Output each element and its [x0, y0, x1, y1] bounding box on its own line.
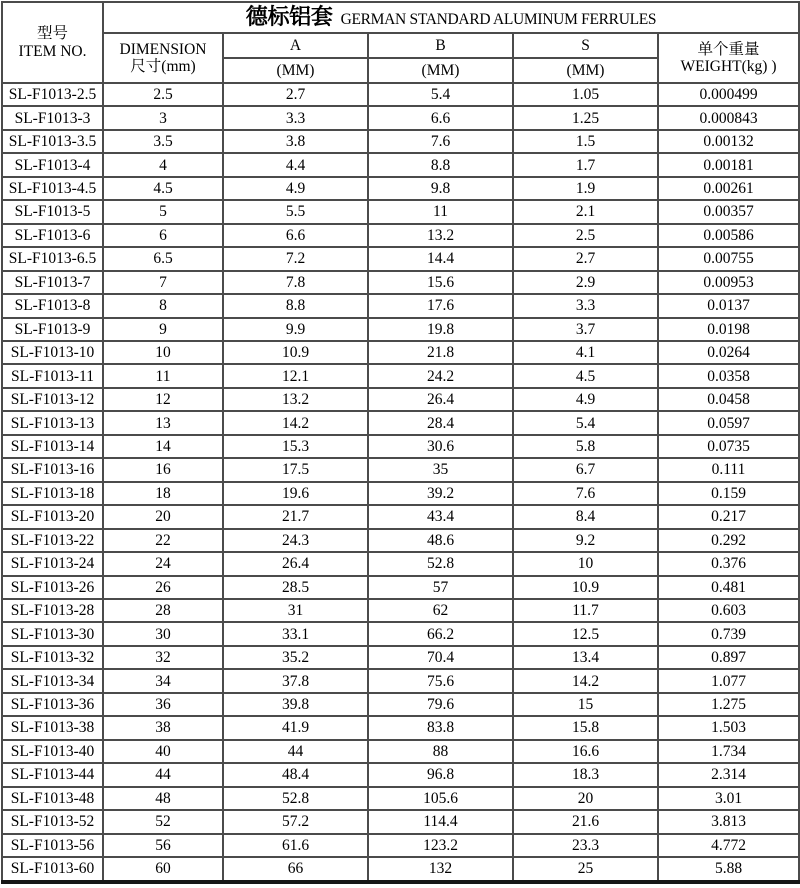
cell-s_mm: 12.5	[513, 622, 658, 645]
cell-s_mm: 1.25	[513, 106, 658, 129]
cell-item_no: SL-F1013-28	[2, 599, 103, 622]
cell-b_mm: 15.6	[368, 271, 513, 294]
table-row	[2, 294, 799, 317]
cell-item_no: SL-F1013-56	[2, 834, 103, 857]
cell-item_no: SL-F1013-52	[2, 810, 103, 833]
cell-weight_kg: 1.077	[658, 669, 799, 692]
table-row	[2, 83, 799, 106]
cell-a_mm: 19.6	[223, 482, 368, 505]
cell-s_mm: 11.7	[513, 599, 658, 622]
cell-b_mm: 19.8	[368, 318, 513, 341]
cell-item_no: SL-F1013-6.5	[2, 247, 103, 270]
cell-item_no: SL-F1013-60	[2, 857, 103, 882]
cell-dimension: 2.5	[103, 83, 223, 106]
cell-item_no: SL-F1013-4	[2, 153, 103, 176]
cell-weight_kg: 0.897	[658, 646, 799, 669]
cell-dimension: 34	[103, 669, 223, 692]
cell-item_no: SL-F1013-44	[2, 763, 103, 786]
table-row	[2, 482, 799, 505]
table-row	[2, 740, 799, 763]
cell-item_no: SL-F1013-18	[2, 482, 103, 505]
table-row	[2, 622, 799, 645]
cell-s_mm: 5.8	[513, 435, 658, 458]
cell-b_mm: 43.4	[368, 505, 513, 528]
cell-s_mm: 14.2	[513, 669, 658, 692]
cell-item_no: SL-F1013-20	[2, 505, 103, 528]
dimension-header-en: DIMENSION	[119, 40, 207, 58]
cell-dimension: 32	[103, 646, 223, 669]
cell-item_no: SL-F1013-8	[2, 294, 103, 317]
cell-dimension: 60	[103, 857, 223, 882]
item-no-header-en: ITEM NO.	[18, 42, 87, 60]
cell-dimension: 4	[103, 153, 223, 176]
cell-item_no: SL-F1013-2.5	[2, 83, 103, 106]
dimension-header-zh: 尺寸(mm)	[130, 58, 196, 75]
cell-b_mm: 5.4	[368, 83, 513, 106]
cell-dimension: 16	[103, 458, 223, 481]
cell-s_mm: 6.7	[513, 458, 658, 481]
cell-a_mm: 2.7	[223, 83, 368, 106]
table-row	[2, 857, 799, 882]
cell-a_mm: 15.3	[223, 435, 368, 458]
cell-b_mm: 24.2	[368, 364, 513, 387]
cell-b_mm: 48.6	[368, 529, 513, 552]
table-row	[2, 224, 799, 247]
table-title-zh: 德标铝套	[245, 4, 333, 30]
table-row	[2, 435, 799, 458]
table-row	[2, 177, 799, 200]
cell-s_mm: 13.4	[513, 646, 658, 669]
cell-weight_kg: 1.734	[658, 740, 799, 763]
table-row	[2, 153, 799, 176]
cell-s_mm: 16.6	[513, 740, 658, 763]
cell-b_mm: 96.8	[368, 763, 513, 786]
cell-s_mm: 1.9	[513, 177, 658, 200]
cell-s_mm: 2.9	[513, 271, 658, 294]
cell-item_no: SL-F1013-16	[2, 458, 103, 481]
cell-s_mm: 1.7	[513, 153, 658, 176]
cell-weight_kg: 0.000499	[658, 83, 799, 106]
cell-a_mm: 37.8	[223, 669, 368, 692]
cell-a_mm: 13.2	[223, 388, 368, 411]
table-row	[2, 834, 799, 857]
cell-weight_kg: 0.00181	[658, 153, 799, 176]
cell-b_mm: 30.6	[368, 435, 513, 458]
table-row	[2, 763, 799, 786]
cell-a_mm: 3.8	[223, 130, 368, 153]
cell-dimension: 56	[103, 834, 223, 857]
cell-b_mm: 75.6	[368, 669, 513, 692]
cell-s_mm: 21.6	[513, 810, 658, 833]
cell-b_mm: 28.4	[368, 411, 513, 434]
table-row	[2, 505, 799, 528]
cell-b_mm: 14.4	[368, 247, 513, 270]
cell-dimension: 52	[103, 810, 223, 833]
cell-item_no: SL-F1013-30	[2, 622, 103, 645]
cell-item_no: SL-F1013-14	[2, 435, 103, 458]
cell-dimension: 20	[103, 505, 223, 528]
cell-a_mm: 9.9	[223, 318, 368, 341]
cell-item_no: SL-F1013-26	[2, 576, 103, 599]
table-row	[2, 388, 799, 411]
cell-item_no: SL-F1013-13	[2, 411, 103, 434]
cell-weight_kg: 0.0735	[658, 435, 799, 458]
table-row	[2, 716, 799, 739]
cell-a_mm: 66	[223, 857, 368, 882]
table-row	[2, 318, 799, 341]
column-a-header: A	[223, 33, 368, 58]
cell-dimension: 10	[103, 341, 223, 364]
cell-weight_kg: 0.0458	[658, 388, 799, 411]
cell-b_mm: 79.6	[368, 693, 513, 716]
table-row	[2, 693, 799, 716]
weight-header-cell	[658, 33, 799, 83]
cell-dimension: 6.5	[103, 247, 223, 270]
cell-weight_kg: 0.0264	[658, 341, 799, 364]
table-row	[2, 364, 799, 387]
cell-s_mm: 3.3	[513, 294, 658, 317]
column-b-unit: (MM)	[368, 58, 513, 83]
table-row	[2, 669, 799, 692]
column-s-unit: (MM)	[513, 58, 658, 83]
cell-s_mm: 4.9	[513, 388, 658, 411]
cell-a_mm: 31	[223, 599, 368, 622]
cell-b_mm: 11	[368, 200, 513, 223]
cell-weight_kg: 0.376	[658, 552, 799, 575]
table-title-en: GERMAN STANDARD ALUMINUM FERRULES	[340, 11, 657, 29]
cell-dimension: 8	[103, 294, 223, 317]
cell-b_mm: 66.2	[368, 622, 513, 645]
cell-b_mm: 57	[368, 576, 513, 599]
column-s-header: S	[513, 33, 658, 58]
cell-s_mm: 20	[513, 787, 658, 810]
cell-b_mm: 21.8	[368, 341, 513, 364]
cell-b_mm: 83.8	[368, 716, 513, 739]
cell-b_mm: 7.6	[368, 130, 513, 153]
cell-b_mm: 105.6	[368, 787, 513, 810]
item-no-header-zh: 型号	[36, 25, 68, 43]
cell-dimension: 36	[103, 693, 223, 716]
table-title	[103, 2, 799, 33]
cell-a_mm: 26.4	[223, 552, 368, 575]
cell-a_mm: 6.6	[223, 224, 368, 247]
cell-dimension: 14	[103, 435, 223, 458]
cell-item_no: SL-F1013-9	[2, 318, 103, 341]
cell-a_mm: 3.3	[223, 106, 368, 129]
cell-dimension: 38	[103, 716, 223, 739]
cell-a_mm: 5.5	[223, 200, 368, 223]
cell-item_no: SL-F1013-4.5	[2, 177, 103, 200]
cell-a_mm: 4.9	[223, 177, 368, 200]
cell-dimension: 3	[103, 106, 223, 129]
cell-weight_kg: 3.813	[658, 810, 799, 833]
cell-b_mm: 88	[368, 740, 513, 763]
cell-a_mm: 41.9	[223, 716, 368, 739]
cell-a_mm: 7.2	[223, 247, 368, 270]
cell-a_mm: 10.9	[223, 341, 368, 364]
table-row	[2, 599, 799, 622]
cell-s_mm: 23.3	[513, 834, 658, 857]
cell-b_mm: 62	[368, 599, 513, 622]
cell-weight_kg: 0.00755	[658, 247, 799, 270]
cell-item_no: SL-F1013-38	[2, 716, 103, 739]
cell-a_mm: 4.4	[223, 153, 368, 176]
cell-dimension: 6	[103, 224, 223, 247]
cell-s_mm: 2.7	[513, 247, 658, 270]
cell-s_mm: 4.5	[513, 364, 658, 387]
cell-weight_kg: 0.00132	[658, 130, 799, 153]
cell-s_mm: 25	[513, 857, 658, 882]
cell-item_no: SL-F1013-5	[2, 200, 103, 223]
weight-header-zh: 单个重量	[697, 40, 760, 58]
cell-dimension: 3.5	[103, 130, 223, 153]
cell-s_mm: 3.7	[513, 318, 658, 341]
cell-b_mm: 13.2	[368, 224, 513, 247]
cell-item_no: SL-F1013-10	[2, 341, 103, 364]
cell-dimension: 18	[103, 482, 223, 505]
table-row	[2, 411, 799, 434]
cell-s_mm: 15.8	[513, 716, 658, 739]
cell-b_mm: 17.6	[368, 294, 513, 317]
header-row-1	[2, 33, 799, 58]
cell-weight_kg: 0.217	[658, 505, 799, 528]
cell-a_mm: 33.1	[223, 622, 368, 645]
cell-dimension: 13	[103, 411, 223, 434]
cell-s_mm: 15	[513, 693, 658, 716]
cell-weight_kg: 0.00261	[658, 177, 799, 200]
cell-weight_kg: 3.01	[658, 787, 799, 810]
cell-s_mm: 8.4	[513, 505, 658, 528]
cell-weight_kg: 0.00586	[658, 224, 799, 247]
cell-s_mm: 10.9	[513, 576, 658, 599]
column-a-unit: (MM)	[223, 58, 368, 83]
table-row	[2, 552, 799, 575]
cell-a_mm: 7.8	[223, 271, 368, 294]
cell-dimension: 30	[103, 622, 223, 645]
cell-weight_kg: 0.603	[658, 599, 799, 622]
table-row	[2, 341, 799, 364]
cell-weight_kg: 0.000843	[658, 106, 799, 129]
cell-dimension: 5	[103, 200, 223, 223]
cell-b_mm: 35	[368, 458, 513, 481]
cell-s_mm: 2.1	[513, 200, 658, 223]
cell-item_no: SL-F1013-24	[2, 552, 103, 575]
cell-dimension: 4.5	[103, 177, 223, 200]
cell-a_mm: 44	[223, 740, 368, 763]
title-row	[2, 2, 799, 33]
cell-weight_kg: 4.772	[658, 834, 799, 857]
cell-b_mm: 114.4	[368, 810, 513, 833]
cell-b_mm: 132	[368, 857, 513, 882]
cell-a_mm: 39.8	[223, 693, 368, 716]
column-b-header: B	[368, 33, 513, 58]
cell-dimension: 12	[103, 388, 223, 411]
cell-b_mm: 52.8	[368, 552, 513, 575]
cell-item_no: SL-F1013-32	[2, 646, 103, 669]
cell-s_mm: 7.6	[513, 482, 658, 505]
dimension-header-cell	[103, 33, 223, 83]
cell-dimension: 28	[103, 599, 223, 622]
cell-weight_kg: 0.111	[658, 458, 799, 481]
cell-s_mm: 10	[513, 552, 658, 575]
cell-a_mm: 24.3	[223, 529, 368, 552]
cell-dimension: 40	[103, 740, 223, 763]
cell-a_mm: 35.2	[223, 646, 368, 669]
cell-weight_kg: 0.292	[658, 529, 799, 552]
cell-dimension: 22	[103, 529, 223, 552]
cell-b_mm: 26.4	[368, 388, 513, 411]
table-row	[2, 787, 799, 810]
cell-dimension: 26	[103, 576, 223, 599]
cell-s_mm: 4.1	[513, 341, 658, 364]
cell-b_mm: 8.8	[368, 153, 513, 176]
cell-weight_kg: 0.0358	[658, 364, 799, 387]
cell-weight_kg: 0.481	[658, 576, 799, 599]
cell-item_no: SL-F1013-11	[2, 364, 103, 387]
ferrule-spec-page	[0, 1, 800, 888]
cell-item_no: SL-F1013-7	[2, 271, 103, 294]
table-row	[2, 130, 799, 153]
cell-b_mm: 39.2	[368, 482, 513, 505]
weight-header-en: WEIGHT(kg) )	[680, 58, 777, 75]
table-row	[2, 271, 799, 294]
cell-s_mm: 18.3	[513, 763, 658, 786]
cell-a_mm: 48.4	[223, 763, 368, 786]
cell-item_no: SL-F1013-40	[2, 740, 103, 763]
cell-item_no: SL-F1013-3.5	[2, 130, 103, 153]
cell-weight_kg: 0.739	[658, 622, 799, 645]
table-row	[2, 106, 799, 129]
cell-weight_kg: 0.00953	[658, 271, 799, 294]
cell-weight_kg: 0.00357	[658, 200, 799, 223]
cell-weight_kg: 0.0597	[658, 411, 799, 434]
cell-a_mm: 14.2	[223, 411, 368, 434]
table-row	[2, 529, 799, 552]
cell-item_no: SL-F1013-48	[2, 787, 103, 810]
cell-item_no: SL-F1013-22	[2, 529, 103, 552]
cell-weight_kg: 0.159	[658, 482, 799, 505]
cell-a_mm: 28.5	[223, 576, 368, 599]
cell-s_mm: 1.05	[513, 83, 658, 106]
cell-dimension: 24	[103, 552, 223, 575]
table-row	[2, 810, 799, 833]
cell-weight_kg: 0.0137	[658, 294, 799, 317]
table-row	[2, 200, 799, 223]
cell-b_mm: 9.8	[368, 177, 513, 200]
cell-dimension: 11	[103, 364, 223, 387]
cell-a_mm: 57.2	[223, 810, 368, 833]
cell-weight_kg: 1.275	[658, 693, 799, 716]
cell-s_mm: 9.2	[513, 529, 658, 552]
cell-weight_kg: 0.0198	[658, 318, 799, 341]
table-row	[2, 247, 799, 270]
cell-b_mm: 123.2	[368, 834, 513, 857]
cell-a_mm: 21.7	[223, 505, 368, 528]
cell-dimension: 44	[103, 763, 223, 786]
cell-weight_kg: 5.88	[658, 857, 799, 882]
cell-dimension: 7	[103, 271, 223, 294]
cell-dimension: 9	[103, 318, 223, 341]
cell-item_no: SL-F1013-36	[2, 693, 103, 716]
cell-weight_kg: 2.314	[658, 763, 799, 786]
cell-b_mm: 70.4	[368, 646, 513, 669]
cell-weight_kg: 1.503	[658, 716, 799, 739]
table-row	[2, 576, 799, 599]
ferrule-spec-table	[1, 1, 800, 884]
cell-a_mm: 52.8	[223, 787, 368, 810]
cell-dimension: 48	[103, 787, 223, 810]
cell-s_mm: 5.4	[513, 411, 658, 434]
cell-a_mm: 12.1	[223, 364, 368, 387]
cell-a_mm: 17.5	[223, 458, 368, 481]
cell-item_no: SL-F1013-3	[2, 106, 103, 129]
cell-item_no: SL-F1013-6	[2, 224, 103, 247]
cell-item_no: SL-F1013-34	[2, 669, 103, 692]
cell-s_mm: 2.5	[513, 224, 658, 247]
table-row	[2, 646, 799, 669]
cell-s_mm: 1.5	[513, 130, 658, 153]
cell-item_no: SL-F1013-12	[2, 388, 103, 411]
cell-b_mm: 6.6	[368, 106, 513, 129]
table-row	[2, 458, 799, 481]
item-no-header-cell	[2, 2, 103, 83]
cell-a_mm: 8.8	[223, 294, 368, 317]
cell-a_mm: 61.6	[223, 834, 368, 857]
